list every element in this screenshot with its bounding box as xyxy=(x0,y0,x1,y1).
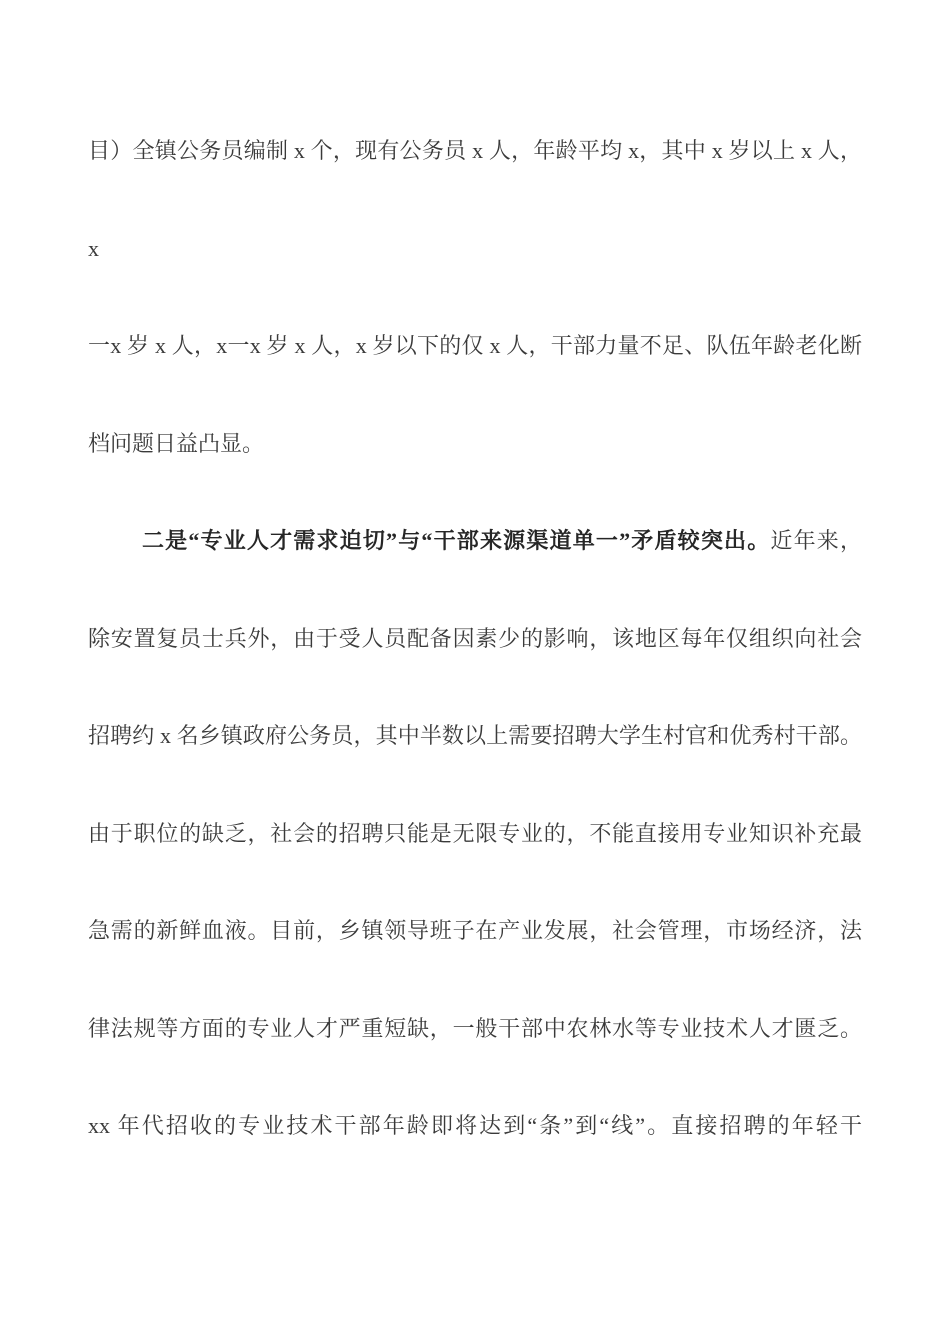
text-line: 由于职位的缺乏，社会的招聘只能是无限专业的，不能直接用专业知识补充最 xyxy=(88,820,862,846)
bold-heading-run: 二是“专业人才需求迫切”与“干部来源渠道单一”矛盾较突出。 xyxy=(142,528,771,553)
text-line: 急需的新鲜血液。目前，乡镇领导班子在产业发展，社会管理，市场经济，法 xyxy=(88,918,862,943)
text-line: 一x 岁 x 人，x一x 岁 x 人，x 岁以下的仅 x 人，干部力量不足、队伍年龄老化断 xyxy=(88,333,862,358)
text-line: 律法规等方面的专业人才严重短缺，一般干部中农林水等专业技术人才匮乏。 xyxy=(88,1015,862,1041)
text-line: 除安置复员士兵外，由于受人员配备因素少的影响，该地区每年仅组织向社会 xyxy=(88,625,862,651)
normal-text-run: 近年来， xyxy=(770,528,862,553)
text-line: 招聘约 x 名乡镇政府公务员，其中半数以上需要招聘大学生村官和优秀村干部。 xyxy=(88,723,862,748)
text-line xyxy=(88,492,862,590)
text-line: 目）全镇公务员编制 x 个，现有公务员 x 人，年龄平均 x，其中 x 岁以上 x 人，x xyxy=(88,138,862,261)
document-text-block xyxy=(88,102,862,1175)
text-line: xx 年代招收的专业技术干部年龄即将达到“条”到“线”。直接招聘的年轻干 xyxy=(88,1113,862,1138)
text-line: 档问题日益凸显。 xyxy=(88,430,265,456)
